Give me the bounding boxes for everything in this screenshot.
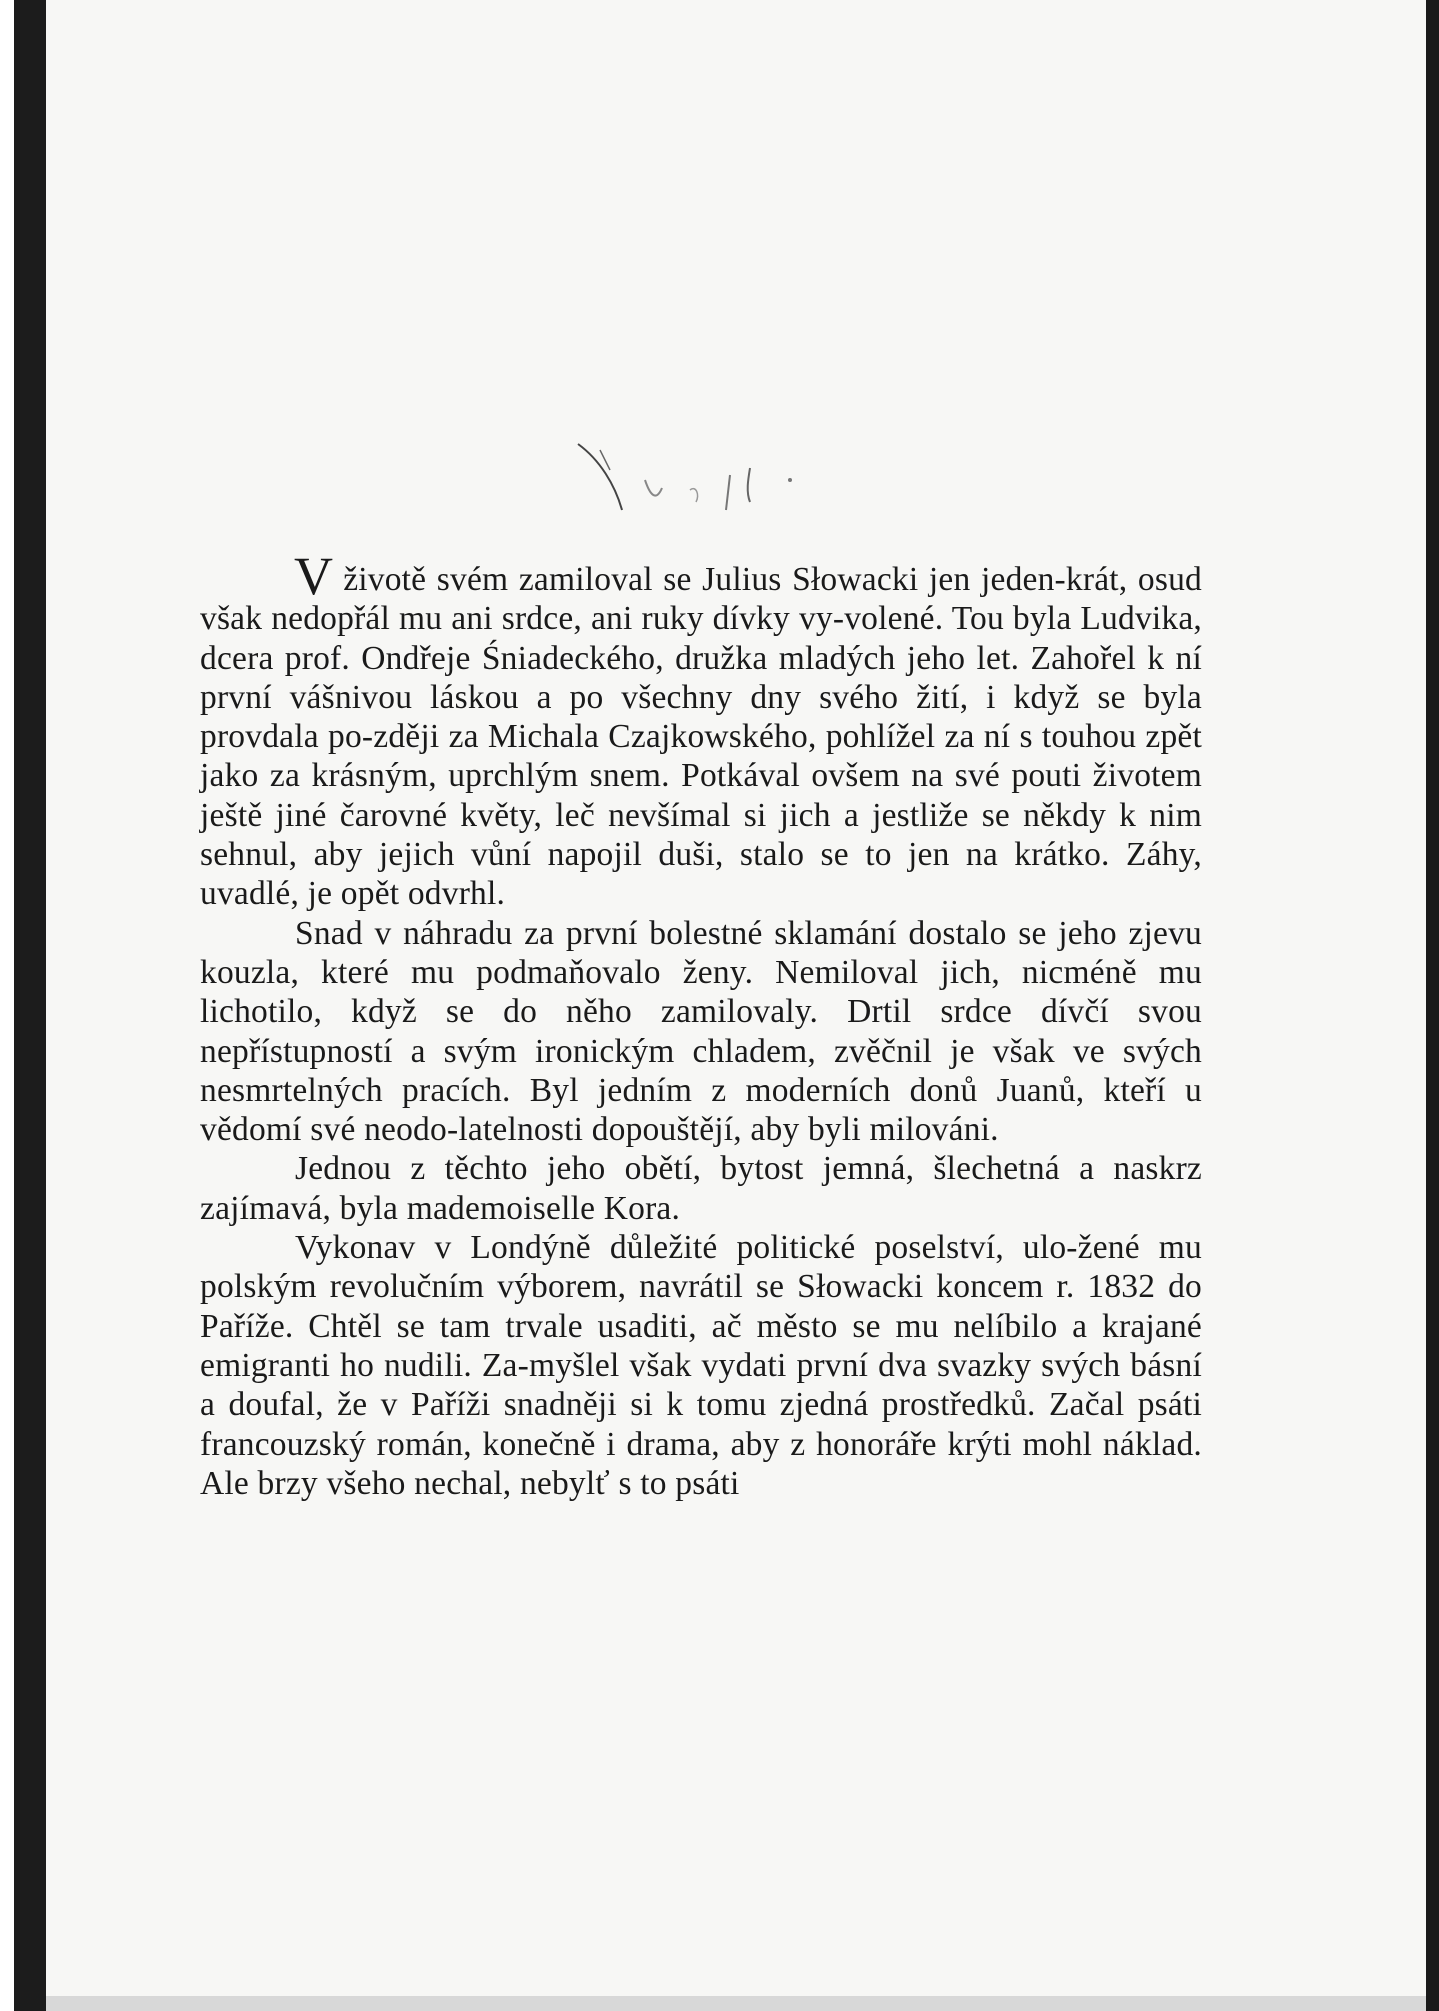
paragraph-2: Snad v náhradu za první bolestné sklamání dostalo se jeho zjevu kouzla, které mu podmaňovalo ženy. Nemiloval jich, nicméně mu lichotilo, když se do něho zamilovaly. Drtil srdce dívčí svou nepřístupností a svým ironickým chladem, zvěčnil je však ve svých nesmrtelných pracích. Byl jedním z moderních donů Juanů, kteří u vědomí své neodo-latelnosti dopouštějí, aby byli milováni. xyxy=(200,914,1202,1149)
handwritten-annotation xyxy=(570,440,810,530)
scan-margin-left xyxy=(0,0,14,2011)
body-text xyxy=(200,546,1202,1503)
paragraph-4: Vykonav v Londýně důležité politické poselství, ulo-žené mu polským revolučním výborem, navrátil se Słowacki koncem r. 1832 do Paříže. Chtěl se tam trvale usaditi, ač město se mu nelíbilo a krajané emigranti ho nudili. Za-myšlel však vydati první dva svazky svých básní a doufal, že v Paříži snadněji si k tomu zjedná prostředků. Začal psáti francouzský román, konečně i drama, aby z honoráře krýti mohl náklad. Ale brzy všeho nechal, nebylť s to psáti xyxy=(200,1229,1202,1502)
scan-border-right xyxy=(1426,0,1439,2011)
paragraph-3: Jednou z těchto jeho obětí, bytost jemná, šlechetná a naskrz zajímavá, byla mademoiselle Kora. xyxy=(200,1150,1202,1227)
drop-cap: V xyxy=(294,546,334,606)
paragraph-1 xyxy=(200,546,1202,914)
scan-border-left xyxy=(14,0,46,2011)
paragraph-1-text: životě svém zamiloval se Julius Słowacki jen jeden-krát, osud však nedopřál mu ani srdce, ani ruky dívky vy-volené. Tou byla Ludvika, dcera prof. Ondřeje Śniadeckého, družka mladých jeho let. Zahořel k ní první vášnivou láskou a po všechny dny svého žití, i když se byla provdala po-zději za Michala Czajkowského, pohlížel za ní s touhou zpět jako za krásným, uprchlým snem. Potkával ovšem na své pouti životem ještě jiné čarovné květy, leč nevšímal si jich a jestliže se někdy k nim sehnul, aby jejich vůní napojil duši, stalo se to jen na krátko. Záhy, uvadlé, je opět odvrhl. xyxy=(200,561,1202,913)
scan-border-bottom xyxy=(46,1996,1426,2011)
